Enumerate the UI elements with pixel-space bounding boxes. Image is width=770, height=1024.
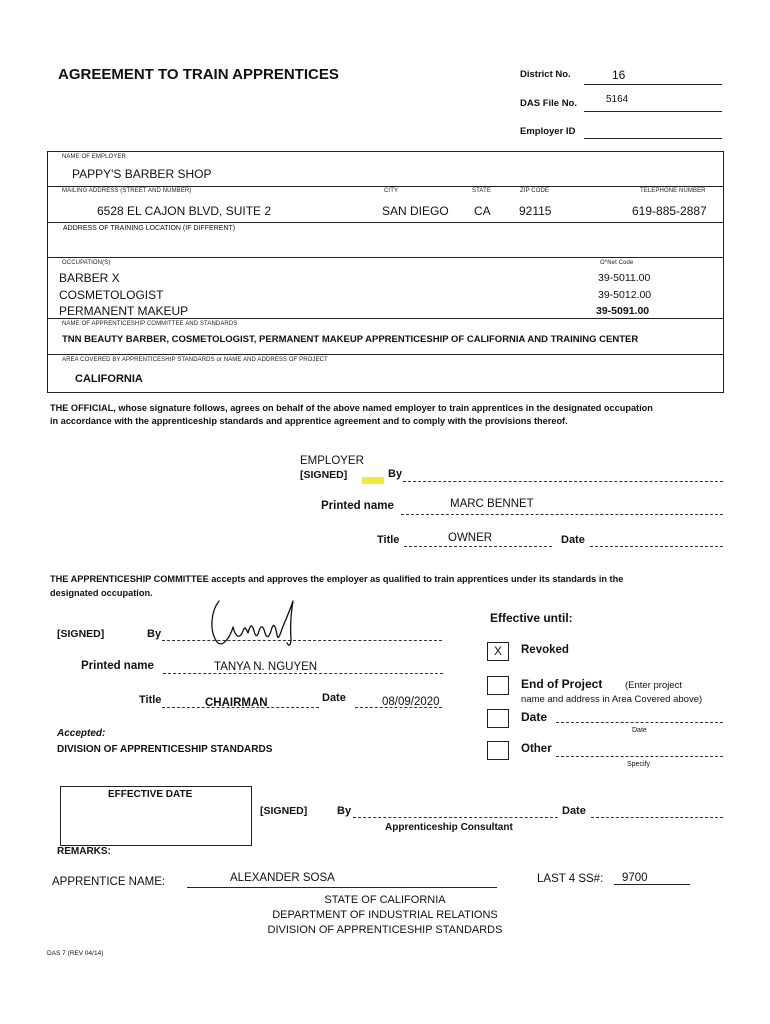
state-field[interactable]: CA — [474, 204, 491, 218]
employer-title-field[interactable]: OWNER — [448, 532, 493, 544]
date-option-sublabel: Date — [632, 727, 647, 734]
date-checkbox[interactable] — [487, 709, 509, 728]
division-label: DIVISION OF APPRENTICESHIP STANDARDS — [57, 744, 273, 755]
committee-title-label: Title — [139, 694, 162, 706]
other-checkbox[interactable] — [487, 741, 509, 760]
other-option-sublabel: Specify — [627, 761, 650, 768]
committee-date-field[interactable]: 08/09/2020 — [382, 696, 440, 708]
area-label: AREA COVERED BY APPRENTICESHIP STANDARDS or NAME AND ADDRESS OF PROJECT — [62, 357, 328, 363]
occupation-3[interactable]: PERMANENT MAKEUP — [59, 304, 189, 318]
occupation-1[interactable]: BARBER X — [59, 271, 120, 285]
employer-id-line — [584, 138, 722, 139]
last4-field[interactable]: 9700 — [622, 872, 648, 884]
zip-field[interactable]: 92115 — [519, 204, 552, 218]
employer-signed-label: [SIGNED] — [300, 469, 348, 481]
employer-name-field[interactable]: PAPPY'S BARBER SHOP — [72, 167, 212, 181]
employer-printed-name-field[interactable]: MARC BENNET — [450, 498, 534, 510]
das-signed-label: [SIGNED] — [260, 805, 308, 817]
committee-label: NAME OF APPRENTICESHIP COMMITTEE AND STANDARDS — [62, 321, 238, 327]
phone-field[interactable]: 619-885-2887 — [632, 204, 707, 218]
employer-printed-name-label: Printed name — [321, 500, 394, 512]
row-divider — [47, 222, 723, 223]
das-file-field[interactable]: 5164 — [606, 94, 629, 105]
phone-label: TELEPHONE NUMBER — [640, 188, 706, 194]
onet-label: O*Net Code — [600, 260, 634, 266]
das-date-label: Date — [562, 805, 586, 817]
highlight-mark — [362, 477, 384, 484]
area-field[interactable]: CALIFORNIA — [75, 373, 143, 385]
das-file-line — [584, 111, 722, 112]
accepted-label: Accepted: — [57, 728, 106, 739]
committee-signed-label: [SIGNED] — [57, 628, 105, 640]
committee-title-field[interactable]: CHAIRMAN — [205, 697, 268, 709]
committee-statement-line-1: THE APPRENTICESHIP COMMITTEE accepts and approves the employer as qualified to train apprentices under its standards in the — [50, 574, 624, 584]
das-by-label: By — [337, 805, 352, 817]
das-date-line[interactable] — [591, 817, 723, 818]
remarks-label: REMARKS: — [57, 846, 111, 857]
occupation-2[interactable]: COSMETOLOGIST — [59, 288, 164, 302]
form-id: DAS 7 (REV 04/14) — [47, 950, 104, 957]
footer-line-2: DEPARTMENT OF INDUSTRIAL RELATIONS — [272, 909, 498, 921]
mailing-address-field[interactable]: 6528 EL CAJON BLVD, SUITE 2 — [97, 204, 272, 218]
employer-label: EMPLOYER — [300, 455, 364, 467]
mailing-address-label: MAILING ADDRESS (STREET AND NUMBER) — [62, 188, 192, 194]
row-divider — [47, 257, 723, 258]
apprentice-name-field[interactable]: ALEXANDER SOSA — [230, 872, 335, 884]
committee-printed-name-line — [163, 673, 443, 674]
row-divider — [47, 186, 723, 187]
district-line — [584, 84, 722, 85]
occupations-label: OCCUPATION(S) — [62, 260, 111, 266]
end-of-project-note-1: (Enter project — [625, 680, 683, 691]
zip-label: ZIP CODE — [520, 188, 550, 194]
committee-statement-line-2: designated occupation. — [50, 588, 153, 598]
other-option-label: Other — [521, 743, 552, 755]
revoked-label: Revoked — [521, 644, 569, 656]
effective-date-label: EFFECTIVE DATE — [108, 789, 193, 800]
date-option-label: Date — [521, 710, 548, 724]
end-of-project-label: End of Project — [521, 677, 603, 691]
employer-printed-name-line — [401, 514, 723, 515]
employer-title-label: Title — [377, 534, 400, 546]
effective-until-label: Effective until: — [490, 611, 573, 625]
row-divider — [47, 318, 723, 319]
official-statement-line-2: in accordance with the apprenticeship standards and apprentice agreement and to comply with the provisions thereof. — [50, 416, 568, 426]
city-label: CITY — [384, 188, 399, 194]
footer-line-1: STATE OF CALIFORNIA — [324, 894, 446, 906]
date-option-line[interactable] — [556, 722, 723, 723]
other-option-line[interactable] — [556, 756, 723, 757]
employer-title-line — [404, 546, 552, 547]
onet-code-1[interactable]: 39-5011.00 — [598, 272, 651, 284]
employer-date-label: Date — [561, 534, 585, 546]
city-field[interactable]: SAN DIEGO — [382, 204, 449, 218]
employer-by-label: By — [388, 468, 403, 480]
training-location-label: ADDRESS OF TRAINING LOCATION (IF DIFFERENT) — [63, 225, 236, 232]
committee-printed-name-label: Printed name — [81, 660, 154, 672]
consultant-label: Apprenticeship Consultant — [385, 822, 513, 833]
end-of-project-note-2: name and address in Area Covered above) — [521, 694, 703, 705]
last4-line — [614, 884, 690, 885]
official-statement-line-1: THE OFFICIAL, whose signature follows, agrees on behalf of the above named employer to train apprentices in the designated occupation — [50, 403, 653, 413]
committee-printed-name-field[interactable]: TANYA N. NGUYEN — [214, 661, 318, 673]
committee-field[interactable]: TNN BEAUTY BARBER, COSMETOLOGIST, PERMANENT MAKEUP APPRENTICESHIP OF CALIFORNIA AND TRAINING CENTER — [62, 334, 639, 345]
apprentice-name-line — [187, 887, 497, 888]
footer-line-3: DIVISION OF APPRENTICESHIP STANDARDS — [267, 924, 503, 936]
onet-code-2[interactable]: 39-5012.00 — [598, 289, 652, 301]
committee-by-label: By — [147, 628, 162, 640]
state-label: STATE — [472, 188, 491, 194]
committee-date-label: Date — [322, 692, 346, 704]
das-signature-line[interactable] — [353, 817, 558, 818]
employer-signature-line[interactable] — [403, 481, 723, 482]
employer-id-label: Employer ID — [520, 126, 576, 137]
row-divider — [47, 354, 723, 355]
employer-date-line[interactable] — [590, 546, 723, 547]
page-title: AGREEMENT TO TRAIN APPRENTICES — [58, 66, 339, 83]
revoked-checkbox[interactable]: X — [487, 642, 509, 661]
name-of-employer-label: NAME OF EMPLOYER — [62, 154, 126, 160]
end-of-project-checkbox[interactable] — [487, 676, 509, 695]
district-label: District No. — [520, 69, 571, 80]
committee-handwritten-signature — [205, 595, 305, 650]
das-file-label: DAS File No. — [520, 98, 578, 109]
apprentice-name-label: APPRENTICE NAME: — [52, 876, 166, 888]
last4-label: LAST 4 SS#: — [537, 873, 604, 885]
district-field[interactable]: 16 — [612, 68, 626, 82]
onet-code-3[interactable]: 39-5091.00 — [596, 305, 650, 317]
